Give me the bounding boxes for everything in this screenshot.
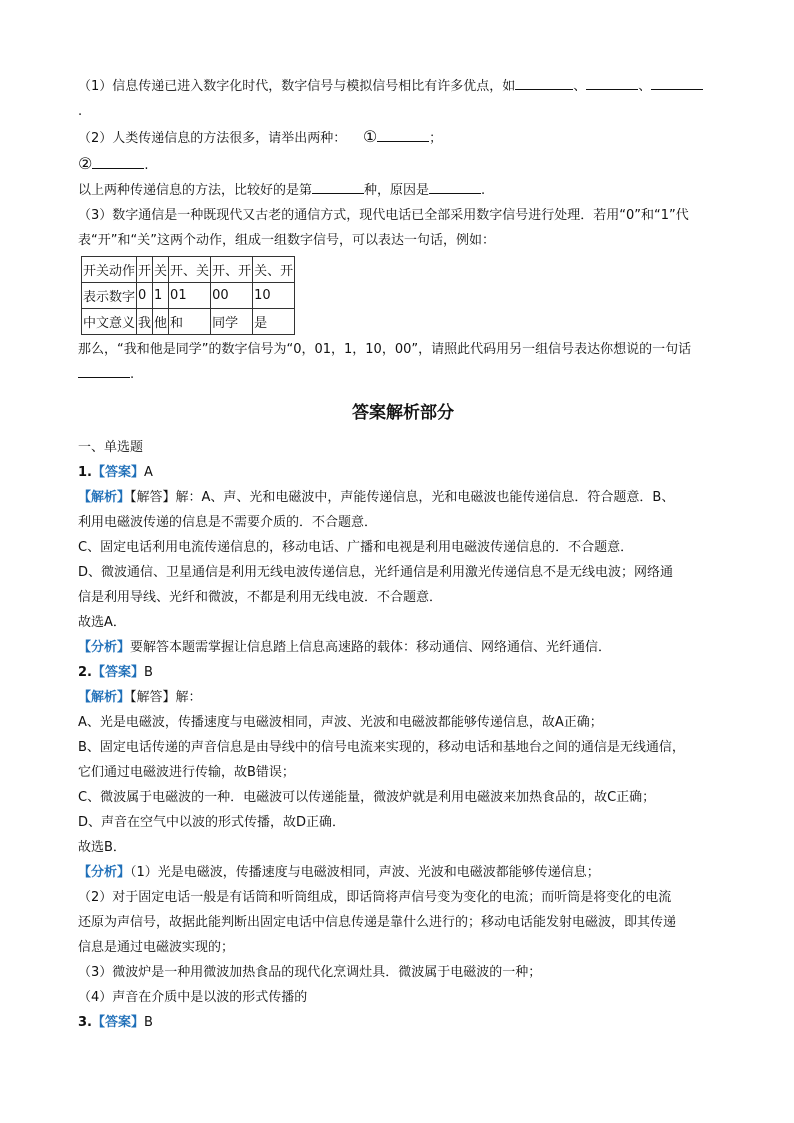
table-cell: 01 xyxy=(169,283,211,309)
answer-2-analysis: 【分析】（1）光是电磁波，传播速度与电磁波相同，声波、光波和电磁波都能够传递信息； xyxy=(78,865,600,880)
question-part-1: （1）信息传递已进入数字化时代，数字信号与模拟信号相比有许多优点，如 、 、 xyxy=(78,74,728,99)
question-part-3d: . xyxy=(78,362,728,387)
text-line: 故选B． xyxy=(78,840,126,855)
table-cell: 1 xyxy=(153,283,169,309)
question-part-3b: 表“开”和“关”这两个动作，组成一组数字信号，可以表达一句话，例如： xyxy=(78,233,495,248)
answer-blank[interactable] xyxy=(429,180,481,194)
question-part-2b: ② . xyxy=(78,154,149,173)
answer-1-analysis: 【分析】要解答本题需掌握让信息踏上信息高速路的载体：移动通信、网络通信、光纤通信． xyxy=(78,640,612,655)
table-row xyxy=(82,257,295,283)
table-cell: 我 xyxy=(137,309,153,335)
table-cell: 同学 xyxy=(211,309,253,335)
table-cell: 0 xyxy=(137,283,153,309)
question-part-2: （2）人类传递信息的方法很多，请举出两种： ① ； xyxy=(78,127,443,146)
table-row xyxy=(82,283,295,309)
answer-1-explain: 【解析】【解答】解：A、声、光和电磁波中，声能传递信息，光和电磁波也能传递信息．符合题意．B、 xyxy=(78,490,675,505)
question-text: （1）信息传递已进入数字化时代，数字信号与模拟信号相比有许多优点，如 xyxy=(78,79,516,94)
answer-blank[interactable] xyxy=(92,155,144,169)
table-row xyxy=(82,309,295,335)
answer-blank[interactable] xyxy=(651,76,703,90)
section-heading: 一、单选题 xyxy=(78,440,144,455)
question-part-1-end: . xyxy=(78,104,83,119)
answer-blank[interactable] xyxy=(377,128,429,142)
text-line: A、光是电磁波，传播速度与电磁波相同，声波、光波和电磁波都能够传递信息，故A正确； xyxy=(78,715,603,730)
text-line: 还原为声信号，故据此能判断出固定电话中信息传递是靠什么进行的；移动电话能发射电磁波，即其传递 xyxy=(78,915,677,930)
text-line: 它们通过电磁波进行传输，故B错误； xyxy=(78,765,295,780)
text-line: 故选A． xyxy=(78,615,126,630)
table-cell: 和 xyxy=(169,309,211,335)
table-cell: 他 xyxy=(153,309,169,335)
text-line: D、微波通信、卫星通信是利用无线电波传递信息，光纤通信是利用激光传递信息不是无线电波；网络通 xyxy=(78,565,674,580)
answers-title: 答案解析部分 xyxy=(352,403,454,423)
answer-blank[interactable] xyxy=(515,76,573,90)
text-line: （2）对于固定电话一般是有话筒和听筒组成，即话筒将声信号变为变化的电流；而听筒是将变化的电流 xyxy=(78,890,672,905)
table-cell: 开关动作 xyxy=(82,257,137,283)
table-cell: 00 xyxy=(211,283,253,309)
question-part-3: （3）数字通信是一种既现代又古老的通信方式，现代电话已全部采用数字信号进行处理．若用“0”和“1”代 xyxy=(78,208,689,223)
circled-number-1: ① xyxy=(362,127,378,146)
table-cell: 中文意义 xyxy=(82,309,137,335)
text-line: （4）声音在介质中是以波的形式传播的 xyxy=(78,990,308,1005)
answer-blank[interactable] xyxy=(586,76,638,90)
code-table xyxy=(81,256,295,335)
table-cell: 是 xyxy=(253,309,295,335)
answer-3: 3.【答案】B xyxy=(78,1015,153,1030)
table-cell: 关 xyxy=(153,257,169,283)
table-cell: 开、开 xyxy=(211,257,253,283)
answer-1: 1.【答案】A xyxy=(78,465,153,480)
answer-blank[interactable] xyxy=(78,364,130,378)
document-content xyxy=(78,74,728,1035)
text-line: 利用电磁波传递的信息是不需要介质的．不合题意． xyxy=(78,515,378,530)
text-line: D、声音在空气中以波的形式传播，故D正确． xyxy=(78,815,346,830)
circled-number-2: ② xyxy=(78,154,93,173)
table-cell: 表示数字 xyxy=(82,283,137,309)
text-line: 信是利用导线、光纤和微波，不都是利用无线电波．不合题意． xyxy=(78,590,443,605)
text-line: B、固定电话传递的声音信息是由导线中的信号电流来实现的，移动电话和基地台之间的通信是无线通信， xyxy=(78,740,685,755)
answer-2: 2.【答案】B xyxy=(78,665,153,680)
text-line: C、微波属于电磁波的一种．电磁波可以传递能量，微波炉就是利用电磁波来加热食品的，故C正确； xyxy=(78,790,656,805)
table-cell: 开 xyxy=(137,257,153,283)
answer-2-explain: 【解析】【解答】解： xyxy=(78,690,202,705)
text-line: C、固定电话利用电流传递信息的，移动电话、广播和电视是利用电磁波传递信息的．不合题意． xyxy=(78,540,634,555)
table-cell: 关、开 xyxy=(253,257,295,283)
text-line: （3）微波炉是一种用微波加热食品的现代化烹调灶具．微波属于电磁波的一种； xyxy=(78,965,542,980)
question-part-2c: 以上两种传递信息的方法，比较好的是第 种，原因是 . xyxy=(78,178,728,203)
answer-blank[interactable] xyxy=(312,180,364,194)
text-line: 信息是通过电磁波实现的； xyxy=(78,940,235,955)
question-text: （2）人类传递信息的方法很多，请举出两种： xyxy=(78,131,347,146)
table-cell: 10 xyxy=(253,283,295,309)
question-part-3c: 那么，“我和他是同学”的数字信号为“0，01，1，10，00”，请照此代码用另一组信号表达你想说的一句话 xyxy=(78,342,692,357)
table-cell: 开、关 xyxy=(169,257,211,283)
